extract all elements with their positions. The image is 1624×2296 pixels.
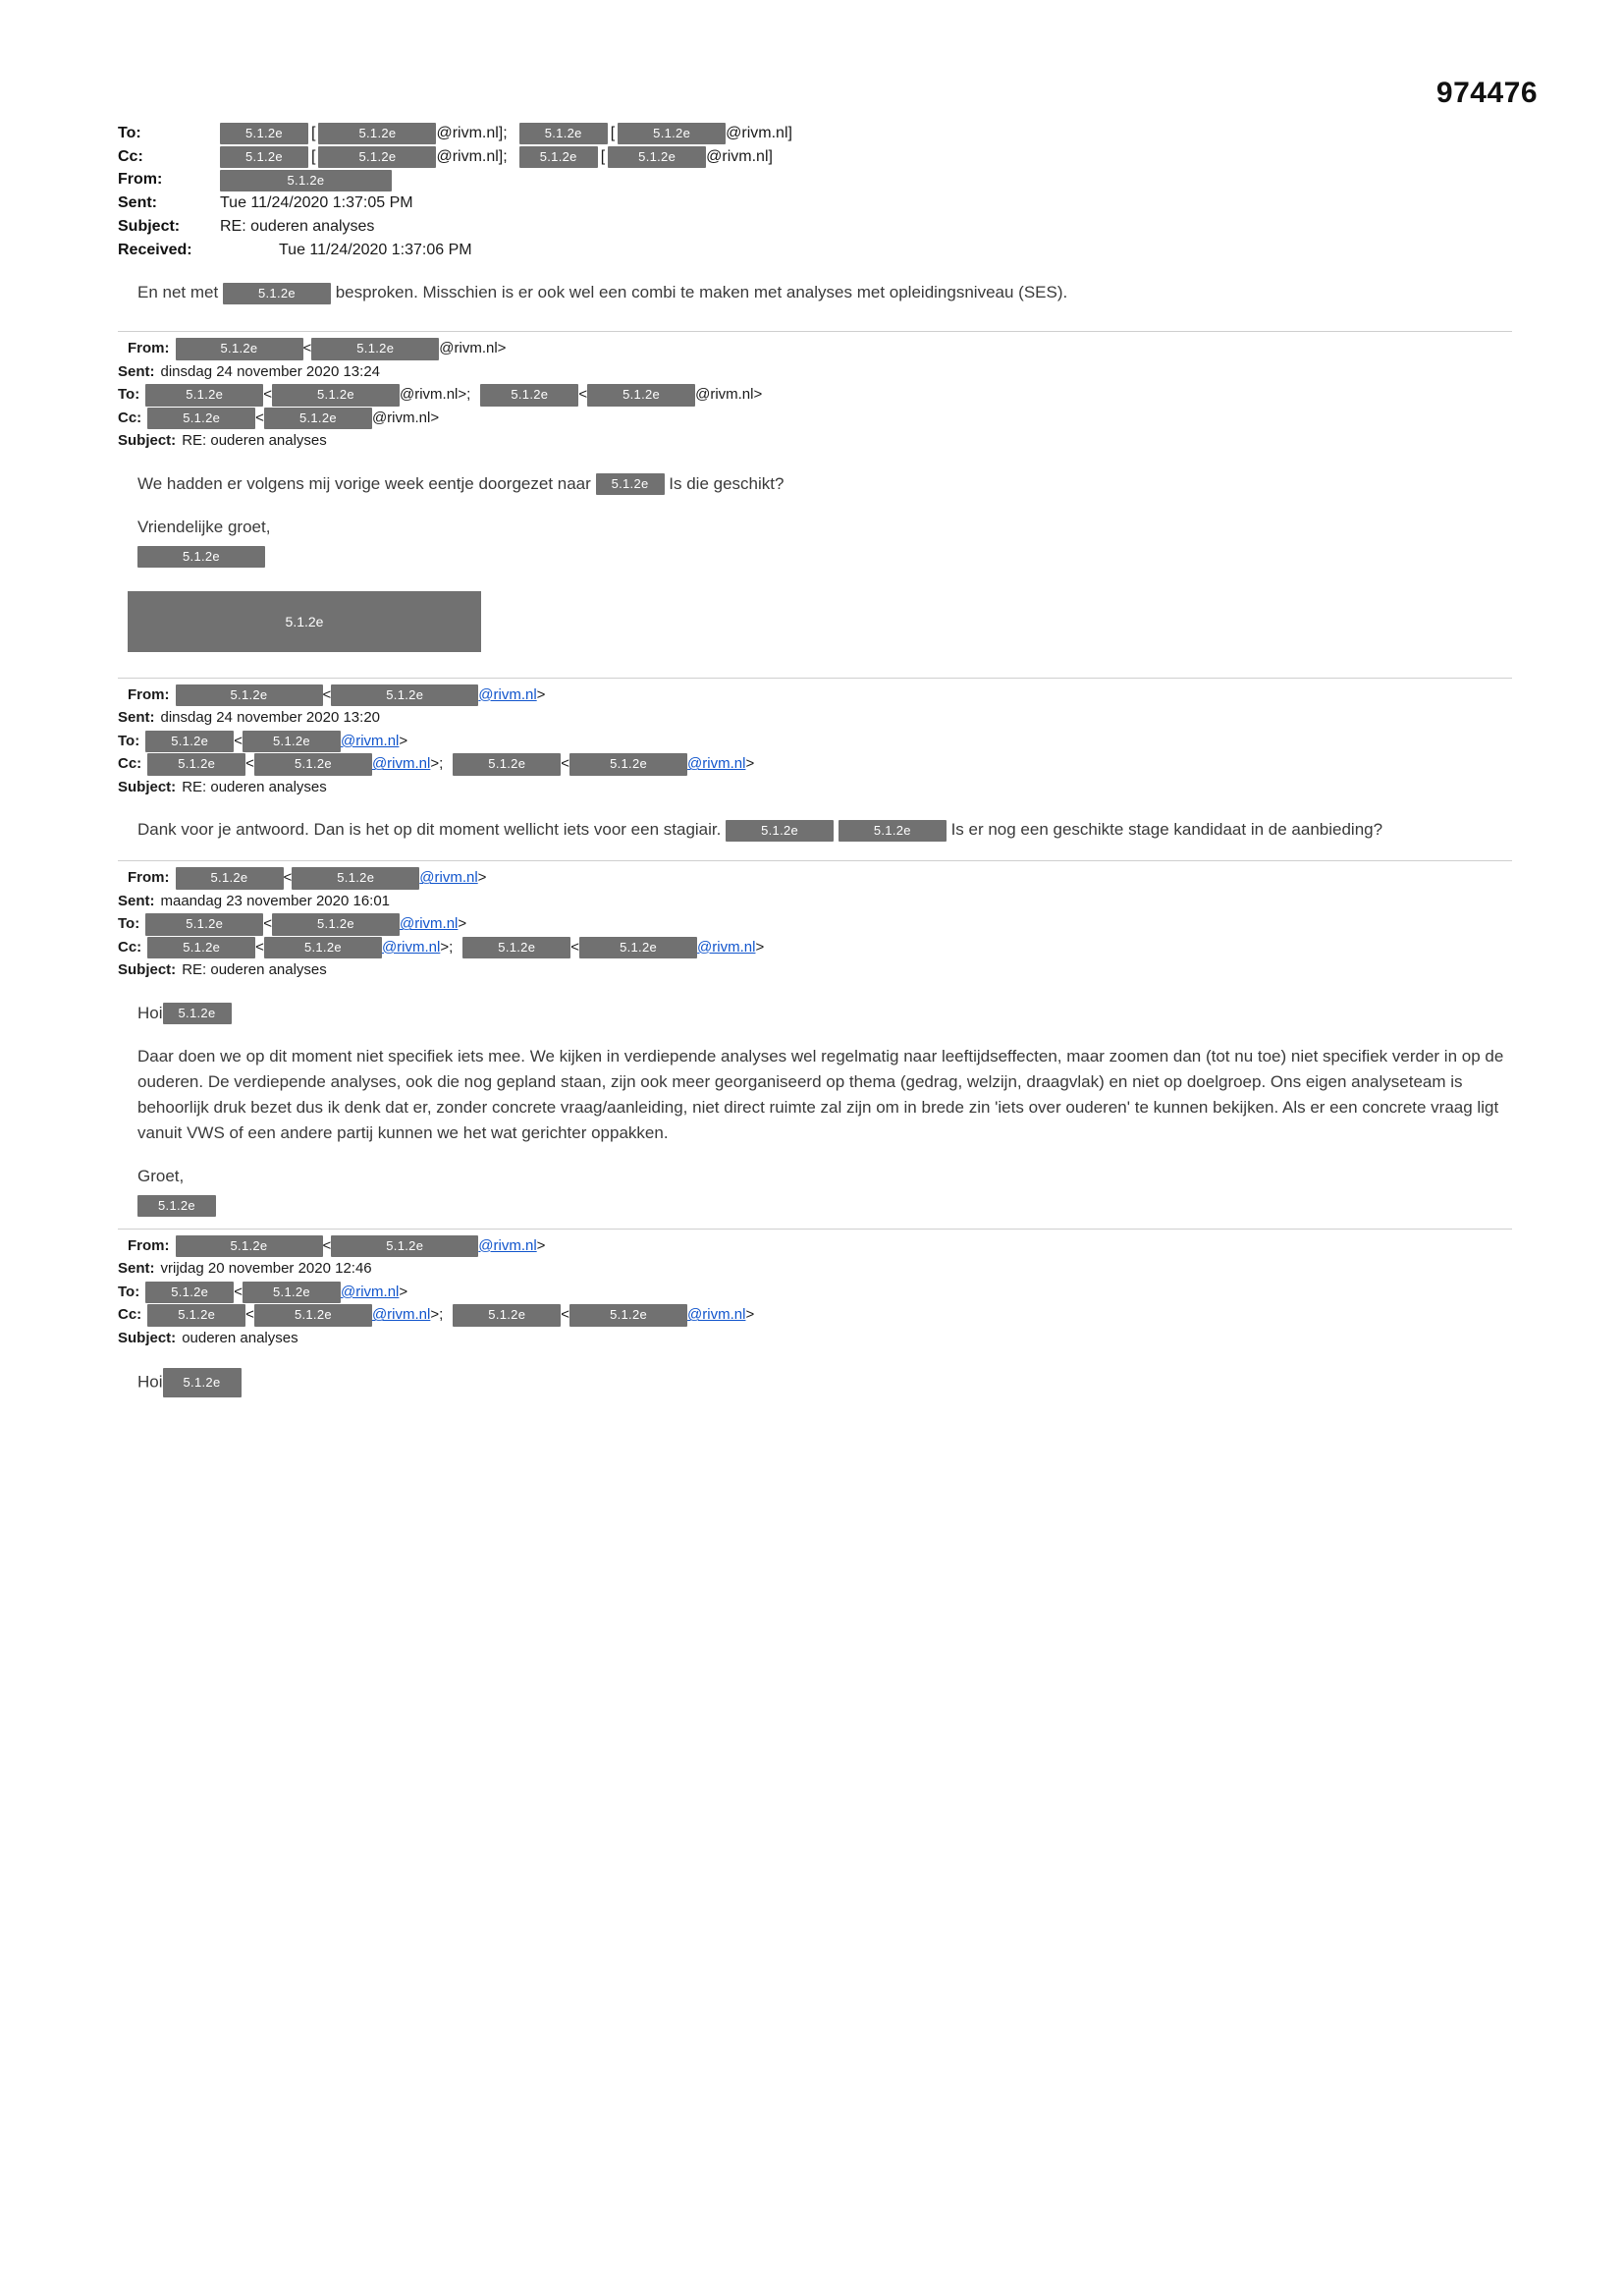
quote-3-body: Daar doen we op dit moment niet specifiek iets mee. We kijken in verdiepende analyses wel regelmatig naar leeftijdseffecten, maar zoomen dan (tot nu toe) niet specifiek verder in op de ouderen. De verdiepende analyses, ook die nog gepland staan, zijn ook meer georganiseerd op thema (gedrag, welzijn, draagvlak) en niet op doelgroep. Ons eigen analyseteam is behoorlijk druk bezet dus ik denk dat er, zonder concrete vraag/aanleiding, niet direct ruimte zal zijn om in brede zin 'iets over ouderen' te kunnen bekijken. Als er een concrete vraag ligt vanuit VWS of een andere partij kunnen we het wat gerichter oppakken. bbox=[137, 1046, 1504, 1142]
redaction: 5.1.2e bbox=[220, 123, 308, 144]
redaction: 5.1.2e bbox=[176, 684, 323, 706]
quote-1-label-sent: Sent: bbox=[118, 362, 155, 380]
top-email-header bbox=[118, 123, 1512, 261]
message-1-text-after: besproken. Misschien is er ook wel een combi te maken met analyses met opleidingsniveau (SES). bbox=[335, 283, 1068, 302]
quote-2-label-to: To: bbox=[118, 732, 140, 749]
quote-1-value-subject: RE: ouderen analyses bbox=[182, 432, 327, 450]
redaction: 5.1.2e bbox=[462, 937, 570, 958]
quote-2-row-to bbox=[118, 731, 1512, 753]
lt: < bbox=[322, 685, 332, 703]
quote-4-label-from: From: bbox=[128, 1236, 170, 1254]
quote-2-value-sent: dinsdag 24 november 2020 13:20 bbox=[160, 709, 381, 727]
quote-3-closing-text: Groet, bbox=[137, 1166, 185, 1185]
quote-1-divider bbox=[118, 331, 1512, 332]
domain-suffix: @rivm.nl bbox=[371, 409, 431, 426]
header-value-received: Tue 11/24/2020 1:37:06 PM bbox=[279, 241, 472, 258]
gt: > bbox=[399, 732, 408, 749]
lt: < bbox=[578, 386, 588, 404]
quote-2-label-cc: Cc: bbox=[118, 755, 142, 773]
quote-2-row-from bbox=[128, 684, 1512, 707]
document-number: 974476 bbox=[1435, 77, 1538, 109]
quote-1-row-from bbox=[128, 338, 1512, 360]
redaction: 5.1.2e bbox=[254, 753, 372, 775]
gt: > bbox=[745, 1306, 755, 1324]
header-row-sent bbox=[118, 192, 1512, 215]
quote-3-label-to: To: bbox=[118, 915, 140, 933]
gt: > bbox=[399, 1283, 408, 1300]
header-row-subject bbox=[118, 216, 1512, 239]
email-thread bbox=[118, 123, 1512, 1397]
quote-1-label-from: From: bbox=[128, 340, 170, 357]
quote-4-row-sent bbox=[118, 1258, 1512, 1281]
redaction: 5.1.2e bbox=[147, 408, 255, 429]
redaction: 5.1.2e bbox=[272, 913, 400, 935]
redaction: 5.1.2e bbox=[318, 123, 436, 144]
header-label-cc: Cc: bbox=[118, 147, 143, 165]
quote-1-header bbox=[118, 338, 1512, 453]
redaction: 5.1.2e bbox=[569, 753, 687, 775]
quote-4-greeting bbox=[137, 1368, 1512, 1397]
quote-2-body bbox=[137, 817, 1512, 843]
quote-2-divider bbox=[118, 678, 1512, 679]
redaction: 5.1.2e bbox=[176, 1235, 323, 1257]
gt: > bbox=[536, 685, 546, 703]
quote-3-greeting bbox=[137, 1001, 1512, 1026]
redaction: 5.1.2e bbox=[163, 1368, 242, 1397]
lt: < bbox=[234, 1283, 243, 1300]
quote-1-row-cc bbox=[118, 408, 1512, 430]
gt-semi: >; bbox=[430, 755, 444, 773]
lt: < bbox=[570, 938, 580, 956]
quote-3-row-cc bbox=[118, 937, 1512, 959]
domain-suffix[interactable]: @rivm.nl bbox=[340, 732, 400, 749]
domain-suffix[interactable]: @rivm.nl bbox=[697, 938, 756, 956]
quote-4-label-to: To: bbox=[118, 1283, 140, 1300]
header-value-sent: Tue 11/24/2020 1:37:05 PM bbox=[220, 194, 413, 212]
lt: < bbox=[245, 755, 254, 773]
bracket-open: [ bbox=[311, 147, 316, 165]
bracket-open: [ bbox=[600, 147, 606, 165]
header-row-received bbox=[118, 240, 1512, 262]
quote-3-closing bbox=[137, 1164, 1512, 1219]
quote-1-label-to: To: bbox=[118, 386, 140, 404]
quote-1-label-cc: Cc: bbox=[118, 409, 142, 426]
header-row-to bbox=[118, 123, 1512, 145]
quote-4-value-subject: ouderen analyses bbox=[182, 1329, 298, 1346]
to-suffix-1: @rivm.nl]; bbox=[436, 125, 508, 141]
gt: > bbox=[477, 869, 487, 887]
redaction: 5.1.2e bbox=[137, 1195, 216, 1217]
domain-suffix: @rivm.nl bbox=[399, 386, 459, 404]
quote-2-row-sent bbox=[118, 707, 1512, 730]
header-row-cc bbox=[118, 146, 1512, 169]
quote-4-greeting-text: Hoi bbox=[137, 1372, 163, 1392]
redaction: 5.1.2e bbox=[243, 731, 341, 752]
redaction: 5.1.2e bbox=[145, 384, 263, 406]
redaction: 5.1.2e bbox=[176, 867, 284, 889]
quote-2-row-cc bbox=[118, 753, 1512, 776]
redaction: 5.1.2e bbox=[145, 731, 234, 752]
redaction: 5.1.2e bbox=[220, 170, 392, 191]
redaction: 5.1.2e bbox=[579, 937, 697, 958]
quote-3-value-sent: maandag 23 november 2020 16:01 bbox=[160, 892, 391, 909]
domain-suffix: @rivm.nl bbox=[439, 340, 498, 357]
redaction: 5.1.2e bbox=[272, 384, 400, 406]
domain-suffix[interactable]: @rivm.nl bbox=[478, 1236, 537, 1254]
gt-semi: >; bbox=[440, 938, 454, 956]
quote-2-value-subject: RE: ouderen analyses bbox=[182, 778, 327, 795]
domain-suffix[interactable]: @rivm.nl bbox=[399, 915, 459, 933]
quote-4-label-subject: Subject: bbox=[118, 1329, 177, 1346]
quote-2-label-from: From: bbox=[128, 685, 170, 703]
redaction: 5.1.2e bbox=[618, 123, 726, 144]
domain-suffix[interactable]: @rivm.nl bbox=[687, 1306, 746, 1324]
header-label-to: To: bbox=[118, 125, 141, 141]
quote-4-value-sent: vrijdag 20 november 2020 12:46 bbox=[160, 1260, 372, 1278]
quote-3-label-sent: Sent: bbox=[118, 892, 155, 909]
header-value-from bbox=[220, 170, 392, 191]
quote-4-row-to bbox=[118, 1282, 1512, 1304]
redaction: 5.1.2e bbox=[331, 684, 478, 706]
quote-4-label-sent: Sent: bbox=[118, 1260, 155, 1278]
redaction: 5.1.2e bbox=[318, 146, 436, 168]
quote-3-greeting-text: Hoi bbox=[137, 1003, 163, 1022]
quote-3-label-subject: Subject: bbox=[118, 961, 177, 979]
redaction: 5.1.2e bbox=[480, 384, 578, 406]
redaction: 5.1.2e bbox=[519, 123, 608, 144]
lt: < bbox=[263, 915, 272, 933]
gt: > bbox=[536, 1236, 546, 1254]
redaction: 5.1.2e bbox=[292, 867, 419, 889]
gt-semi: >; bbox=[458, 386, 471, 404]
quote-3-divider bbox=[118, 860, 1512, 861]
redaction: 5.1.2e bbox=[596, 473, 665, 495]
header-value-to bbox=[220, 123, 792, 145]
message-1-text-before: En net met bbox=[137, 283, 219, 302]
quote-1-closing bbox=[137, 515, 1512, 570]
lt: < bbox=[234, 732, 243, 749]
cc-suffix-1: @rivm.nl]; bbox=[436, 147, 508, 165]
redaction: 5.1.2e bbox=[331, 1235, 478, 1257]
gt: > bbox=[458, 915, 467, 933]
redaction: 5.1.2e bbox=[569, 1304, 687, 1326]
domain-suffix[interactable]: @rivm.nl bbox=[478, 685, 537, 703]
quote-2-label-sent: Sent: bbox=[118, 709, 155, 727]
quote-4-header bbox=[118, 1235, 1512, 1350]
redaction: 5.1.2e bbox=[453, 1304, 561, 1326]
header-value-cc bbox=[220, 146, 773, 169]
quote-2-label-subject: Subject: bbox=[118, 778, 177, 795]
lt: < bbox=[255, 938, 264, 956]
header-label-subject: Subject: bbox=[118, 217, 181, 235]
quote-1-label-subject: Subject: bbox=[118, 432, 177, 450]
quote-3-row-to bbox=[118, 913, 1512, 936]
header-value-subject: RE: ouderen analyses bbox=[220, 217, 375, 235]
gt: > bbox=[753, 386, 763, 404]
gt: > bbox=[755, 938, 765, 956]
quote-4-row-from bbox=[128, 1235, 1512, 1258]
quote-3-label-from: From: bbox=[128, 869, 170, 887]
redaction: 5.1.2e bbox=[147, 937, 255, 958]
domain-suffix[interactable]: @rivm.nl bbox=[371, 1306, 431, 1324]
quote-1-row-to bbox=[118, 384, 1512, 407]
lt: < bbox=[322, 1236, 332, 1254]
quote-1-body bbox=[137, 471, 1512, 497]
redaction: 5.1.2e bbox=[254, 1304, 372, 1326]
redaction: 5.1.2e bbox=[519, 146, 598, 168]
redaction: 5.1.2e bbox=[243, 1282, 341, 1303]
quote-1-body-after: Is die geschikt? bbox=[669, 473, 785, 493]
redaction: 5.1.2e bbox=[137, 546, 265, 568]
redaction: 5.1.2e bbox=[453, 753, 561, 775]
header-label-sent: Sent: bbox=[118, 194, 157, 212]
redaction: 5.1.2e bbox=[220, 146, 308, 168]
header-label-received: Received: bbox=[118, 241, 192, 258]
quote-1-value-sent: dinsdag 24 november 2020 13:24 bbox=[160, 362, 381, 380]
gt-semi: >; bbox=[430, 1306, 444, 1324]
lt: < bbox=[245, 1306, 254, 1324]
bracket-open: [ bbox=[311, 125, 316, 141]
domain-suffix[interactable]: @rivm.nl bbox=[381, 938, 441, 956]
signature-redaction-block: 5.1.2e bbox=[128, 591, 481, 652]
quote-3-value-subject: RE: ouderen analyses bbox=[182, 961, 327, 979]
redaction: 5.1.2e bbox=[726, 820, 834, 842]
redaction: 5.1.2e bbox=[145, 1282, 234, 1303]
redaction: 5.1.2e bbox=[145, 913, 263, 935]
quote-3-header bbox=[118, 867, 1512, 982]
gt: > bbox=[497, 340, 507, 357]
bracket-open: [ bbox=[610, 125, 616, 141]
quote-4-label-cc: Cc: bbox=[118, 1306, 142, 1324]
domain-suffix[interactable]: @rivm.nl bbox=[687, 755, 746, 773]
redaction: 5.1.2e bbox=[176, 338, 303, 359]
quote-3-row-subject bbox=[118, 959, 1512, 982]
lt: < bbox=[263, 386, 272, 404]
lt: < bbox=[283, 869, 293, 887]
domain-suffix[interactable]: @rivm.nl bbox=[419, 869, 478, 887]
quote-4-row-subject bbox=[118, 1328, 1512, 1350]
redaction: 5.1.2e bbox=[839, 820, 947, 842]
quote-3-row-sent bbox=[118, 891, 1512, 913]
gt: > bbox=[430, 409, 440, 426]
quote-1-row-sent bbox=[118, 361, 1512, 384]
redaction: 5.1.2e bbox=[311, 338, 439, 359]
cc-suffix-2: @rivm.nl] bbox=[706, 147, 773, 165]
quote-4-divider bbox=[118, 1229, 1512, 1230]
lt: < bbox=[561, 755, 570, 773]
quote-1-row-subject bbox=[118, 430, 1512, 453]
redaction: 5.1.2e bbox=[223, 283, 331, 304]
redaction: 5.1.2e bbox=[264, 408, 372, 429]
domain-suffix[interactable]: @rivm.nl bbox=[340, 1283, 400, 1300]
quote-2-body-after: Is er nog een geschikte stage kandidaat in de aanbieding? bbox=[950, 820, 1383, 840]
redaction: 5.1.2e bbox=[147, 753, 245, 775]
quote-1-body-before: We hadden er volgens mij vorige week eentje doorgezet naar bbox=[137, 473, 591, 493]
quote-4-row-cc bbox=[118, 1304, 1512, 1327]
redaction: 5.1.2e bbox=[163, 1003, 232, 1024]
quote-1-closing-text: Vriendelijke groet, bbox=[137, 517, 271, 536]
redaction: 5.1.2e bbox=[587, 384, 695, 406]
header-row-from bbox=[118, 169, 1512, 191]
message-1-body bbox=[137, 280, 1512, 305]
domain-suffix: @rivm.nl bbox=[695, 386, 754, 404]
redaction: 5.1.2e bbox=[608, 146, 706, 168]
gt: > bbox=[745, 755, 755, 773]
domain-suffix[interactable]: @rivm.nl bbox=[371, 755, 431, 773]
redaction: 5.1.2e bbox=[147, 1304, 245, 1326]
quote-2-row-subject bbox=[118, 777, 1512, 799]
quote-2-body-before: Dank voor je antwoord. Dan is het op dit moment wellicht iets voor een stagiair. bbox=[137, 820, 722, 840]
redaction: 5.1.2e bbox=[264, 937, 382, 958]
to-suffix-2: @rivm.nl] bbox=[726, 125, 792, 141]
lt: < bbox=[302, 340, 312, 357]
lt: < bbox=[255, 409, 264, 426]
quote-3-label-cc: Cc: bbox=[118, 938, 142, 956]
lt: < bbox=[561, 1306, 570, 1324]
header-label-from: From: bbox=[118, 171, 163, 189]
quote-3-row-from bbox=[128, 867, 1512, 890]
quote-2-header bbox=[118, 684, 1512, 799]
